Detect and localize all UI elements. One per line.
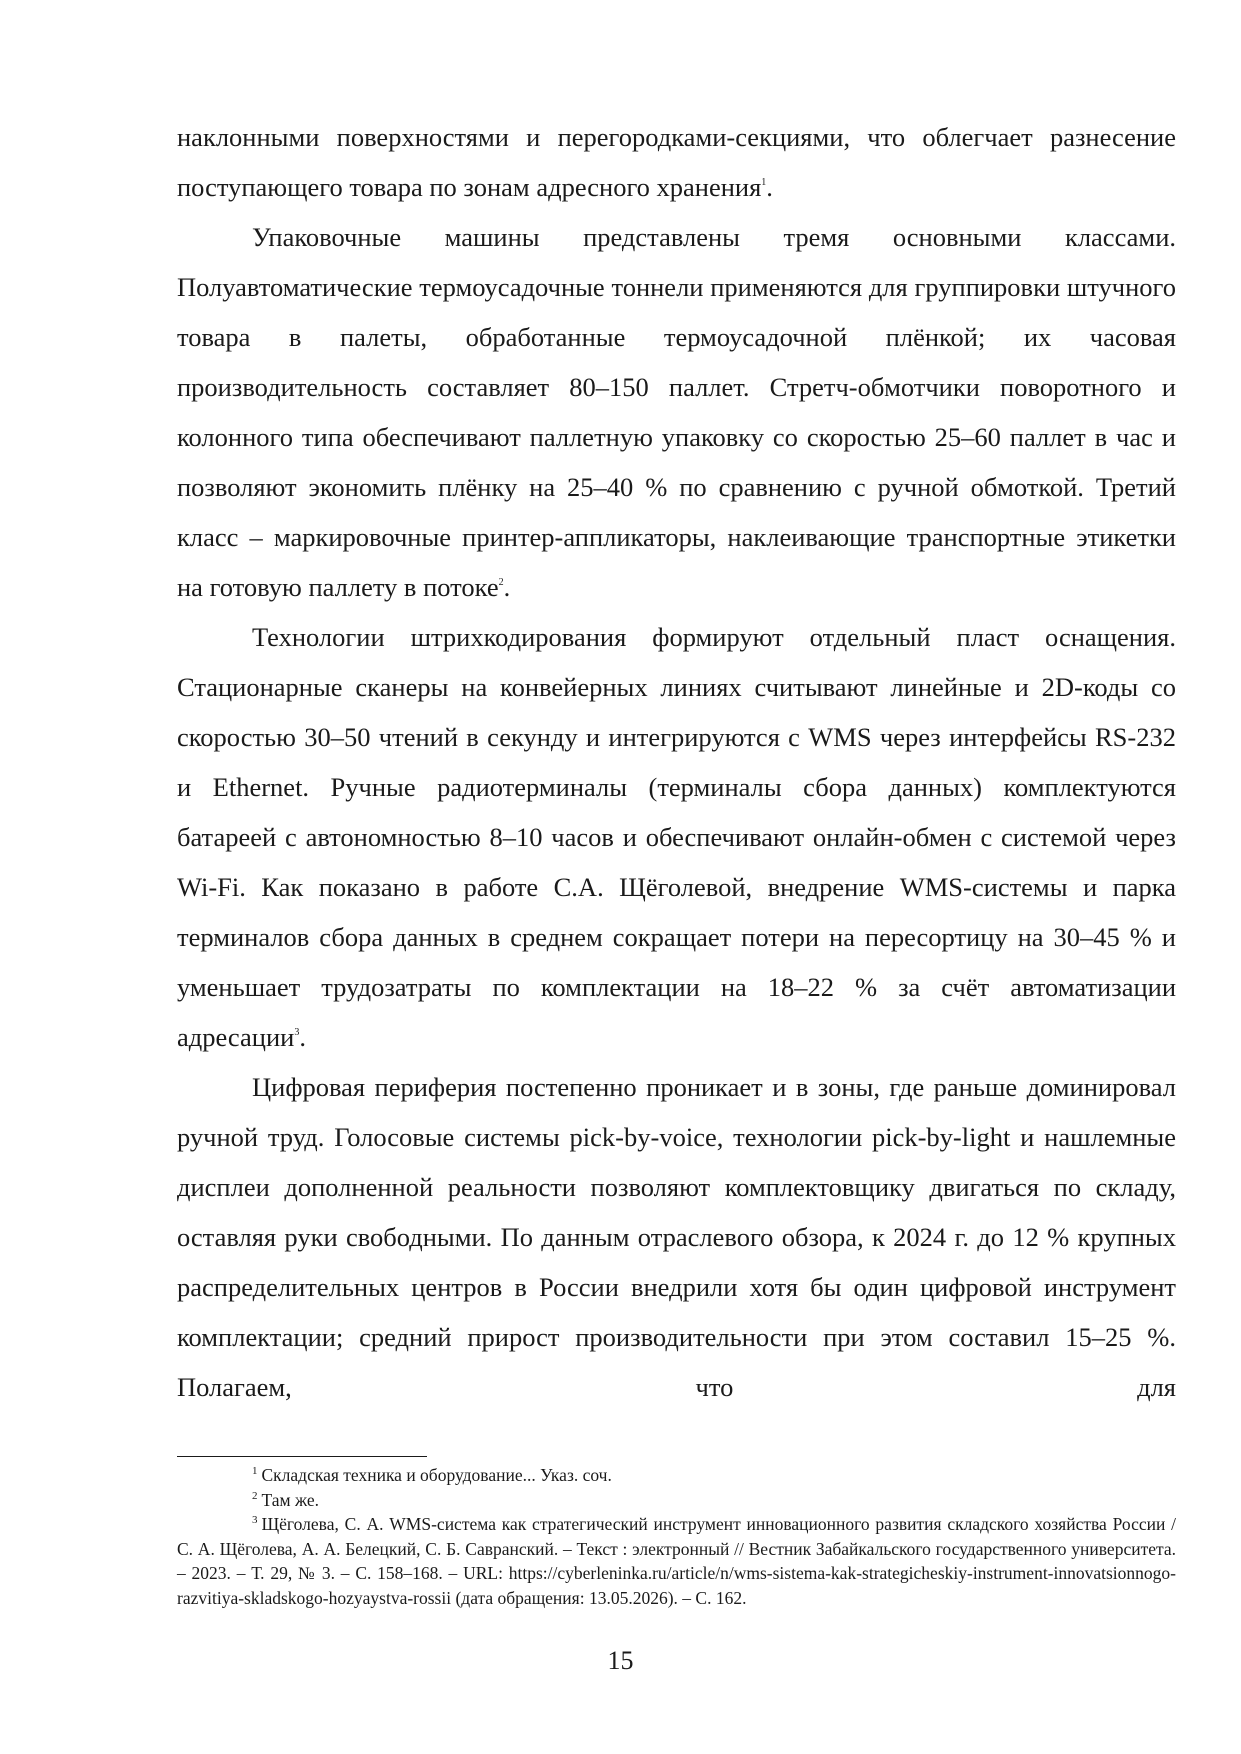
- paragraph-end-punctuation: .: [766, 172, 773, 202]
- paragraph-packaging-machines: [177, 212, 1176, 612]
- footnote-3: [177, 1512, 1176, 1610]
- footnote-separator: [177, 1456, 427, 1457]
- footnote-1: [177, 1463, 1176, 1488]
- paragraph-text: Технологии штрихкодирования формируют отдельный пласт оснащения. Стационарные сканеры на конвейерных линиях считывают линейные и 2D-коды со скоростью 30–50 чтений в секунду и интегрируются с WMS через интерфейсы RS-232 и Ethernet. Ручные радиотерминалы (терминалы сбора данных) комплектуются батареей с автономностью 8–10 часов и обеспечивают онлайн-обмен с системой через Wi-Fi. Как показано в работе С.А. Щёголевой, внедрение WMS-системы и парка терминалов сбора данных в среднем сокращает потери на пересортицу на 30–45 % и уменьшает трудозатраты по комплектации на 18–22 % за счёт автоматизации адресации: [177, 622, 1176, 1052]
- page-number: 15: [607, 1646, 634, 1675]
- footnote-reference[interactable]: 3: [294, 1027, 300, 1038]
- paragraph-text: Цифровая периферия постепенно проникает и в зоны, где раньше доминировал ручной труд. Голосовые системы pick-by-voice, технологии pick-by-light и нашлемные дисплеи дополненной реальности позволяют комплектовщику двигаться по складу, оставляя руки свободными. По данным отраслевого обзора, к 2024 г. до 12 % крупных распределительных центров в России внедрили хотя бы один цифровой инструмент комплектации; средний прирост производительности при этом составил 15–25 %. Полагаем, что для: [177, 1072, 1176, 1402]
- paragraph-digital-periphery: [177, 1062, 1176, 1412]
- paragraph-continued: [177, 112, 1176, 212]
- paragraph-barcoding: [177, 612, 1176, 1062]
- paragraph-text: Упаковочные машины представлены тремя основными классами. Полуавтоматические термоусадочные тоннели применяются для группировки штучного товара в палеты, обработанные термоусадочной плёнкой; их часовая производительность составляет 80–150 паллет. Стретч-обмотчики поворотного и колонного типа обеспечивают паллетную упаковку со скоростью 25–60 паллет в час и позволяют экономить плёнку на 25–40 % по сравнению с ручной обмоткой. Третий класс – маркировочные принтер-аппликаторы, наклеивающие транспортные этикетки на готовую паллету в потоке: [177, 222, 1176, 602]
- footnote-number: 1: [252, 1465, 258, 1477]
- footnote-2: [177, 1488, 1176, 1513]
- footnote-text: Щёголева, С. А. WMS-система как стратегический инструмент инновационного развития складского хозяйства России / С. А. Щёголева, А. А. Белецкий, С. Б. Савранский. – Текст : электронный // Вестник Забайкальского государственного университета. – 2023. – Т. 29, № 3. – С. 158–168. – URL: https://cyberleninka.ru/article/n/wms-sistema-kak-strategicheskiy-instrument-innovatsionnogo-razvitiya-skladskogo-hozyaystva-rossii (дата обращения: 13.05.2026). – С. 162.: [177, 1514, 1176, 1608]
- footnote-reference[interactable]: 2: [498, 577, 504, 588]
- paragraph-end-punctuation: .: [503, 572, 511, 602]
- footnote-reference[interactable]: 1: [761, 177, 767, 188]
- footnotes: [177, 1463, 1176, 1610]
- footnote-text: Там же.: [261, 1489, 319, 1510]
- paragraph-text: наклонными поверхностями и перегородками-секциями, что облегчает разнесение поступающего товара по зонам адресного хранения: [177, 122, 1176, 202]
- footnote-text: Складская техника и оборудование... Указ. соч.: [261, 1465, 612, 1485]
- body-text: [177, 112, 1176, 1412]
- footnote-number: 2: [252, 1489, 258, 1502]
- footnote-number: 3: [252, 1514, 258, 1526]
- paragraph-end-punctuation: .: [299, 1022, 306, 1052]
